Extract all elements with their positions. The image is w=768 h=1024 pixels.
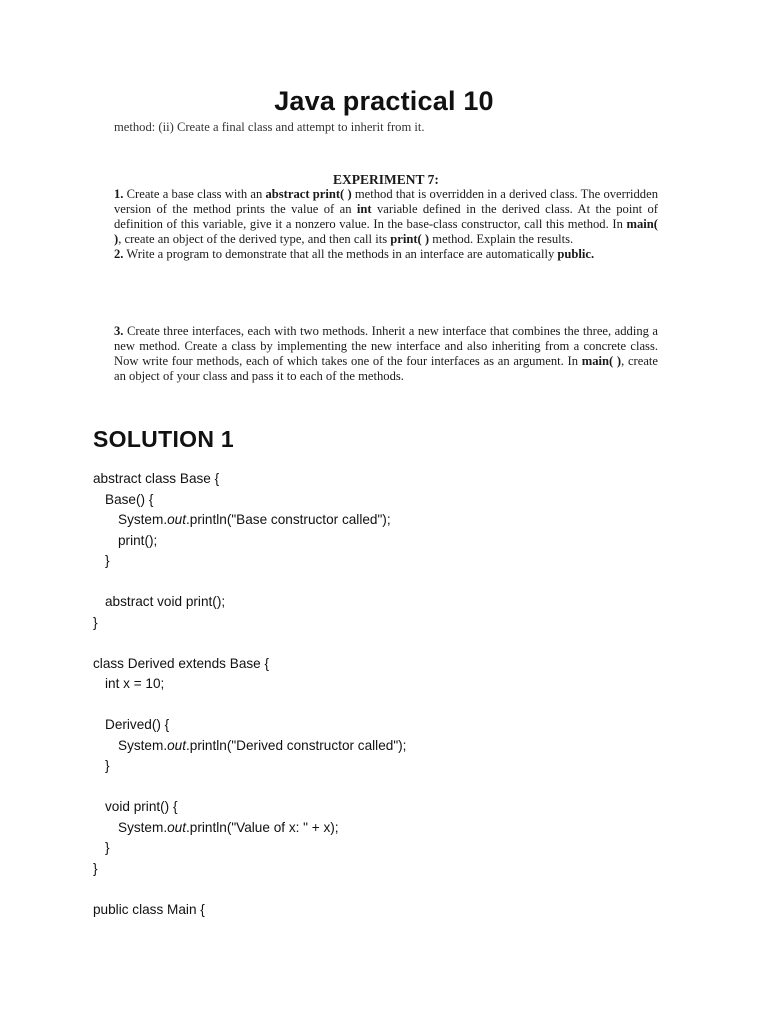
question-1-text: method. Explain the results. (429, 232, 574, 246)
scanned-experiment-excerpt (114, 120, 658, 390)
code-line (93, 469, 693, 490)
solution-heading: SOLUTION 1 (93, 426, 235, 452)
code-blank-line (93, 879, 693, 900)
question-2 (114, 247, 658, 262)
code-text: .println("Base constructor called"); (186, 512, 391, 527)
code-line (93, 654, 693, 675)
question-3-number: 3. (114, 324, 124, 338)
question-2-number: 2. (114, 247, 124, 261)
code-text: } (93, 860, 98, 876)
code-line (93, 900, 693, 921)
cutoff-text: method: (ii) Create a final class and attempt to inherit from it. (114, 120, 425, 134)
code-line (93, 490, 693, 511)
code-text: abstract void print(); (105, 594, 226, 609)
question-2-bold: public. (557, 247, 595, 261)
experiment-heading: EXPERIMENT 7: (333, 172, 439, 187)
code-line (93, 531, 693, 552)
code-line (93, 613, 693, 634)
code-text: class Derived extends Base { (93, 655, 270, 671)
code-line (93, 510, 693, 531)
code-line (93, 551, 693, 572)
code-text: int x = 10; (105, 676, 165, 691)
code-line (93, 818, 693, 839)
questions-1-2 (114, 187, 658, 262)
code-line (93, 715, 693, 736)
question-1-bold: main( ) (114, 217, 658, 246)
question-1-bold: abstract print( ) (265, 187, 352, 201)
code-text: } (93, 614, 98, 630)
question-3-text: Create three interfaces, each with two methods. Inherit a new interface that combines the three, adding a new method. Create a class by implementing the new interface and also inheriting from a concrete class. Now write four methods, each of which takes one of the four interfaces as an argument. In (114, 324, 658, 368)
question-1-bold: print( ) (390, 232, 430, 246)
code-line (93, 797, 693, 818)
code-line (93, 736, 693, 757)
code-text: void print() { (105, 799, 178, 814)
code-text: } (105, 840, 110, 855)
code-blank-line (93, 633, 693, 654)
code-text: print(); (118, 532, 158, 548)
question-3-block (114, 324, 658, 384)
question-1-text: method that is overridden in a derived class. The overridden version of the method prints the value of an (114, 187, 658, 216)
code-line (93, 756, 693, 777)
code-text: } (105, 553, 110, 568)
question-1-text: Create a base class with an (123, 187, 266, 201)
question-1-text: , create an object of the derived type, and then call its (118, 232, 391, 246)
code-blank-line (93, 777, 693, 798)
code-line (93, 592, 693, 613)
code-text: Base() { (105, 491, 154, 507)
code-text: .println("Derived constructor called"); (186, 737, 407, 753)
code-block (93, 469, 693, 920)
question-3-bold: main( ) (581, 354, 622, 368)
question-1-number: 1. (114, 187, 124, 201)
cutoff-text-line (114, 120, 658, 144)
code-text: System. (118, 737, 168, 753)
code-text: System. (118, 512, 168, 527)
question-3 (114, 324, 658, 384)
question-1-text: variable defined in the derived class. At the point of definition of this variable, give it a nonzero value. In the base-class constructor, call this method. In (114, 202, 658, 231)
code-text-italic: out (167, 737, 187, 753)
question-2-text: Write a program to demonstrate that all the methods in an interface are automatically (123, 247, 558, 261)
code-blank-line (93, 695, 693, 716)
code-text-italic: out (167, 512, 187, 527)
code-line (93, 859, 693, 880)
code-text: System. (118, 819, 168, 835)
code-text: Derived() { (105, 717, 170, 732)
question-1 (114, 187, 658, 247)
page-title: Java practical 10 (274, 86, 494, 116)
code-blank-line (93, 572, 693, 593)
code-text: abstract class Base { (93, 471, 220, 486)
question-1-bold: int (356, 202, 372, 216)
code-text: public class Main { (93, 901, 205, 917)
code-line (93, 674, 693, 695)
code-text: .println("Value of x: " + x); (186, 819, 339, 835)
code-text: } (105, 758, 110, 773)
code-line (93, 838, 693, 859)
question-3-text: , create an object of your class and pass it to each of the methods. (114, 354, 658, 383)
code-text-italic: out (167, 819, 187, 835)
